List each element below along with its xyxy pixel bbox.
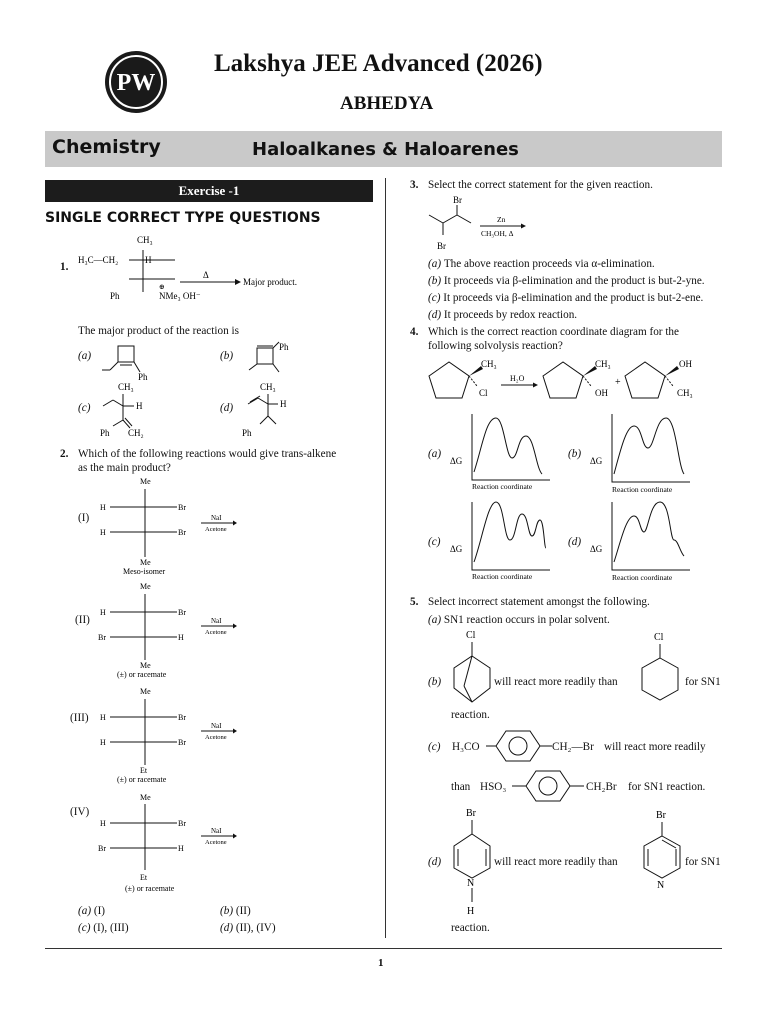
q2-option-a-value: (I) — [93, 905, 106, 917]
q5-b-tail: reaction. — [451, 709, 490, 721]
q1-d-ch3: CH₃ — [260, 382, 276, 392]
q2-label-I: (I) — [78, 512, 90, 524]
q5-option-c-label[interactable]: (c) — [428, 741, 441, 753]
q5-c-ring2 — [512, 768, 586, 804]
q4-diagram-b — [590, 408, 700, 496]
q3-stem: Select the correct statement for the given reaction. — [428, 179, 653, 191]
q5-b-norbornyl-chloride — [448, 628, 498, 708]
q2-option-d-value: (II), (IV) — [235, 922, 276, 934]
q4-stem-line1: Which is the correct reaction coordinate diagram for the — [428, 326, 679, 338]
q2-II-br2: Br — [98, 633, 106, 642]
q5-d-mid: will react more readily than — [494, 856, 618, 868]
q5-b-end: for SN1 — [685, 676, 721, 688]
q2-III-h2: H — [100, 738, 106, 747]
q5-option-b-label[interactable]: (b) — [428, 676, 442, 688]
q2-III-br2: Br — [178, 738, 186, 747]
q1-number: 1. — [60, 261, 69, 273]
q2-I-br1: Br — [178, 503, 186, 512]
q1-ph: Ph — [110, 291, 120, 301]
q2-III-caption: (±) or racemate — [117, 775, 167, 784]
q4-c-dg: ΔG — [450, 544, 463, 554]
q2-I-me-top: Me — [140, 477, 151, 486]
q3-option-d-text: It proceeds by redox reaction. — [443, 309, 578, 321]
q1-option-c-structure — [98, 380, 178, 440]
page-number: 1 — [378, 957, 384, 969]
q1-major: Major product. — [243, 277, 297, 287]
q3-option-a[interactable] — [428, 256, 655, 272]
q2-III-reagent-bottom: Acetone — [205, 734, 227, 741]
q4-r-ch3: CH₃ — [481, 359, 497, 369]
q5-b-mid: will react more readily than — [494, 676, 618, 688]
q2-III-reagent-top: NaI — [211, 722, 222, 730]
q5-c-ring1 — [484, 728, 554, 764]
q4-r-cl: Cl — [479, 388, 488, 398]
q1-option-d-structure — [238, 380, 298, 440]
q2-I-h1: H — [100, 503, 106, 512]
q3-option-d[interactable] — [428, 307, 577, 323]
q4-p2-oh: OH — [679, 359, 692, 369]
q4-solvolysis-reaction — [425, 350, 725, 410]
q3-br-top: Br — [453, 195, 462, 205]
q5-c-hso3: HSO₃ — [480, 781, 507, 793]
q5-c-mid: will react more readily — [604, 741, 706, 753]
q4-p1-ch3: CH₃ — [595, 359, 611, 369]
q1-reactant-structure — [75, 230, 315, 305]
page-title: Lakshya JEE Advanced (2026) — [214, 50, 543, 77]
q2-fischer-I — [95, 475, 255, 580]
q2-III-me-top: Me — [140, 687, 151, 696]
q2-option-a-label: (a) — [78, 905, 92, 917]
q5-option-a-label: (a) — [428, 614, 442, 626]
q5-b-cyclohexyl-chloride — [638, 628, 684, 708]
q1-c-h: H — [136, 401, 143, 411]
q4-b-xlabel: Reaction coordinate — [612, 485, 673, 494]
q2-II-reagent-bottom: Acetone — [205, 629, 227, 636]
q5-stem: Select incorrect statement amongst the following. — [428, 596, 650, 608]
q4-b-dg: ΔG — [590, 456, 603, 466]
q2-IV-h2: H — [178, 844, 184, 853]
q4-option-c-label[interactable]: (c) — [428, 536, 441, 548]
q2-label-III: (III) — [70, 712, 89, 724]
q2-IV-reagent-top: NaI — [211, 827, 222, 835]
q4-diagram-c — [450, 496, 560, 584]
q3-reagent-top: Zn — [497, 215, 506, 224]
q2-II-h1: H — [100, 608, 106, 617]
q4-p1-oh: OH — [595, 388, 608, 398]
q2-fischer-III — [95, 685, 255, 785]
q2-II-reagent-top: NaI — [211, 617, 222, 625]
q2-II-h2: H — [178, 633, 184, 642]
pw-logo — [104, 50, 168, 114]
q5-d-bromopyridine — [638, 806, 686, 894]
q3-reagent-bottom: CH₃OH, Δ — [481, 229, 514, 238]
q2-fischer-II — [95, 580, 255, 680]
q4-plus: + — [615, 377, 621, 388]
q2-option-c-label: (c) — [78, 922, 91, 934]
q1-option-a-structure — [100, 340, 170, 385]
q1-plus: ⊕ — [159, 283, 165, 291]
q1-b-ph: Ph — [279, 342, 289, 352]
pw-logo-text: PW — [116, 70, 156, 96]
q2-number: 2. — [60, 448, 69, 460]
q1-option-a-label[interactable]: (a) — [78, 350, 92, 362]
q1-delta: Δ — [203, 270, 209, 280]
q4-option-a-label[interactable]: (a) — [428, 448, 442, 460]
q2-option-d[interactable] — [220, 920, 276, 936]
q3-reaction — [425, 193, 545, 255]
q2-IV-me-top: Me — [140, 793, 151, 802]
q5-d-br2: Br — [656, 810, 666, 821]
q5-c-ch2br: CH₂—Br — [552, 741, 594, 753]
q2-option-c-value: (I), (III) — [93, 922, 129, 934]
q1-c-ch3: CH₃ — [118, 382, 134, 392]
q2-option-b-value: (II) — [235, 905, 251, 917]
section-heading: SINGLE CORRECT TYPE QUESTIONS — [45, 210, 321, 226]
q2-IV-reagent-bottom: Acetone — [205, 839, 227, 846]
q4-number: 4. — [410, 326, 419, 338]
q2-II-me-bottom: Me — [140, 661, 151, 670]
q1-d-h: H — [280, 399, 287, 409]
q2-IV-et-bottom: Et — [140, 873, 148, 882]
q4-a-dg: ΔG — [450, 456, 463, 466]
q3-number: 3. — [410, 179, 419, 191]
q5-c-end: for SN1 reaction. — [628, 781, 706, 793]
q2-option-b[interactable] — [220, 903, 251, 919]
q2-I-br2: Br — [178, 528, 186, 537]
q5-option-a-text: SN1 reaction occurs in polar solvent. — [443, 614, 610, 626]
q4-diagram-d — [590, 496, 700, 584]
q4-h2o: H₂O — [510, 374, 525, 383]
q2-I-me-bottom: Me — [140, 558, 151, 567]
q1-stem: The major product of the reaction is — [78, 325, 239, 337]
q5-b-cl2: Cl — [654, 632, 664, 643]
q4-p2-ch3: CH₃ — [677, 388, 693, 398]
q1-option-d-label[interactable]: (d) — [220, 402, 234, 414]
q1-option-c-label[interactable]: (c) — [78, 402, 91, 414]
q3-option-c[interactable] — [428, 290, 703, 306]
q5-c-ch2br2: CH₂Br — [586, 781, 617, 793]
q2-label-IV: (IV) — [70, 806, 90, 818]
q1-h: H — [145, 255, 152, 265]
q4-diagram-a — [450, 408, 560, 493]
q2-option-a[interactable] — [78, 903, 105, 919]
q3-option-b[interactable] — [428, 273, 705, 289]
q5-d-h: H — [467, 906, 475, 917]
q5-c-than: than — [451, 781, 471, 793]
q2-fischer-IV — [95, 790, 255, 895]
q5-b-cl1: Cl — [466, 630, 476, 641]
q5-d-n1: N — [467, 878, 475, 889]
q4-option-d-label[interactable]: (d) — [568, 536, 582, 548]
exercise-banner-text: Exercise -1 — [178, 183, 240, 198]
q3-option-b-label: (b) — [428, 275, 442, 287]
q2-II-caption: (±) or racemate — [117, 670, 167, 679]
q5-d-n2: N — [657, 880, 665, 891]
q2-I-h2: H — [100, 528, 106, 537]
q2-III-br1: Br — [178, 713, 186, 722]
q1-option-b-structure — [243, 338, 313, 383]
q3-option-a-text: The above reaction proceeds via α-elimination. — [443, 258, 655, 270]
q1-ch3: CH₃ — [137, 235, 153, 245]
q5-d-end: for SN1 — [685, 856, 721, 868]
q3-option-a-label: (a) — [428, 258, 442, 270]
q5-c-h3co: H₃CO — [452, 741, 480, 753]
q4-c-xlabel: Reaction coordinate — [472, 572, 533, 581]
q4-a-xlabel: Reaction coordinate — [472, 482, 533, 491]
q2-IV-br1: Br — [178, 819, 186, 828]
q2-I-reagent-bottom: Acetone — [205, 526, 227, 533]
q2-II-me-top: Me — [140, 582, 151, 591]
q5-option-d-label[interactable]: (d) — [428, 856, 442, 868]
q3-br-bottom: Br — [437, 241, 446, 251]
q5-number: 5. — [410, 596, 419, 608]
q1-c-ph: Ph — [100, 428, 110, 438]
q4-d-xlabel: Reaction coordinate — [612, 573, 673, 582]
q5-d-dihydropyridine — [448, 806, 498, 918]
footer-rule — [45, 948, 722, 949]
q2-IV-h1: H — [100, 819, 106, 828]
q3-option-c-text: It proceeds via β-elimination and the product is but-2-ene. — [443, 292, 704, 304]
q2-III-et-bottom: Et — [140, 766, 148, 775]
q3-option-b-text: It proceeds via β-elimination and the product is but-2-yne. — [443, 275, 705, 287]
q2-IV-br2: Br — [98, 844, 106, 853]
page-subtitle: ABHEDYA — [340, 93, 434, 114]
q2-II-br1: Br — [178, 608, 186, 617]
q2-option-b-label: (b) — [220, 905, 234, 917]
q2-stem-line2: as the main product? — [78, 462, 171, 474]
chapter-title: Haloalkanes & Haloarenes — [252, 139, 519, 160]
q2-III-h1: H — [100, 713, 106, 722]
q2-I-caption: Meso-isomer — [123, 567, 166, 576]
q2-option-c[interactable] — [78, 920, 129, 936]
column-divider — [385, 178, 386, 938]
q5-d-tail: reaction. — [451, 922, 490, 934]
q1-h3c: H₃C—CH₂ — [78, 255, 119, 265]
q5-d-br1: Br — [466, 808, 476, 819]
q3-option-c-label: (c) — [428, 292, 441, 304]
q1-a-ph: Ph — [138, 372, 148, 382]
q3-option-d-label: (d) — [428, 309, 442, 321]
q1-nme3: NMe₃ OH⁻ — [159, 291, 201, 301]
q1-d-ph: Ph — [242, 428, 252, 438]
subject-title: Chemistry — [52, 136, 161, 158]
q2-label-II: (II) — [75, 614, 90, 626]
q4-stem-line2: following solvolysis reaction? — [428, 340, 563, 352]
q4-d-dg: ΔG — [590, 544, 603, 554]
q5-option-a[interactable] — [428, 612, 610, 628]
q2-option-d-label: (d) — [220, 922, 234, 934]
q1-option-b-label[interactable]: (b) — [220, 350, 234, 362]
q1-c-ch2: CH₂ — [128, 428, 144, 438]
q4-option-b-label[interactable]: (b) — [568, 448, 582, 460]
q2-IV-caption: (±) or racemate — [125, 884, 175, 893]
q2-stem-line1: Which of the following reactions would give trans-alkene — [78, 448, 337, 460]
q2-I-reagent-top: NaI — [211, 514, 222, 522]
